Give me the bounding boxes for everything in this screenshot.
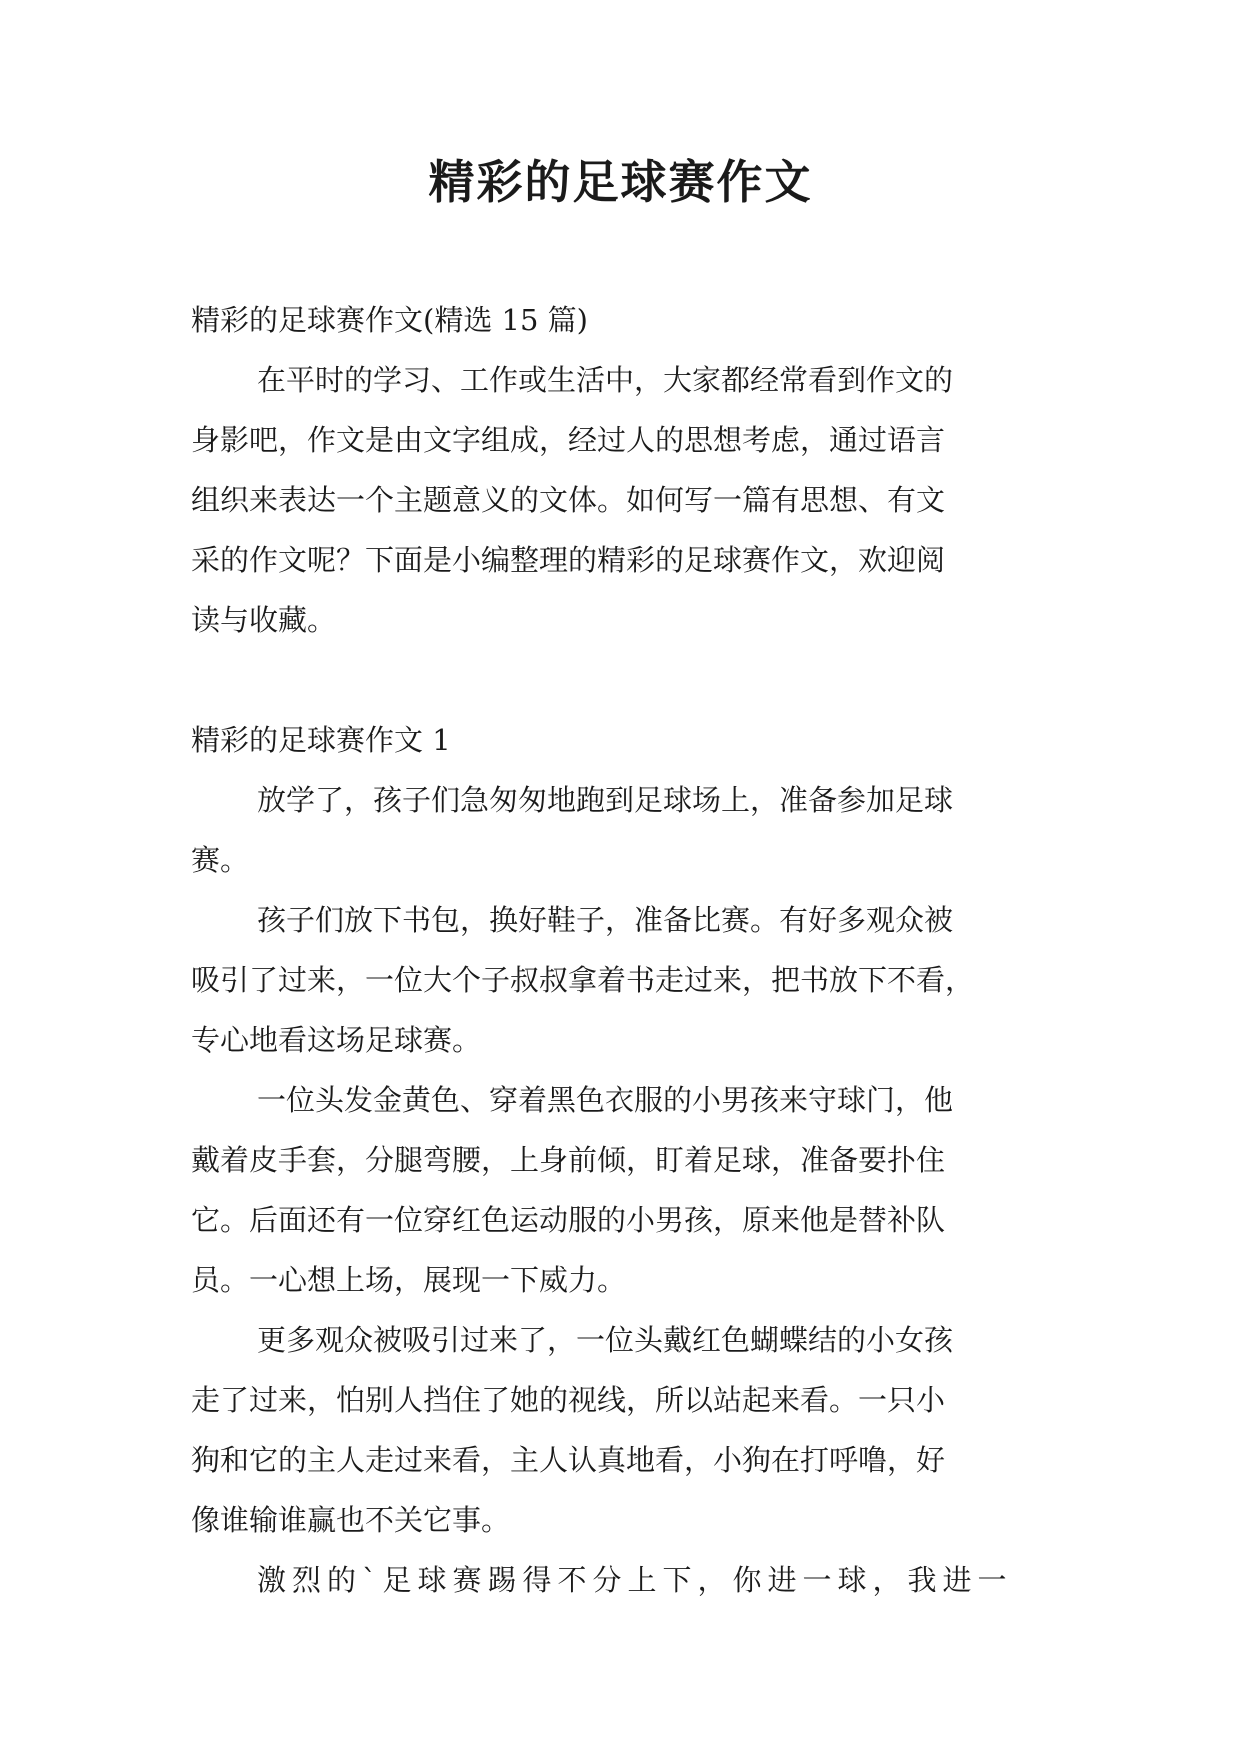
paragraph-line: 激烈的`足球赛踢得不分上下，你进一球，我进一 <box>257 1563 1013 1597</box>
intro-line: 读与收藏。 <box>191 603 337 637</box>
paragraph-line: 孩子们放下书包，换好鞋子，准备比赛。有好多观众被 <box>257 903 954 937</box>
section-spacer <box>191 650 1057 710</box>
paragraph-line: 戴着皮手套，分腿弯腰，上身前倾，盯着足球，准备要扑住 <box>191 1143 946 1177</box>
intro-line: 组织来表达一个主题意义的文体。如何写一篇有思想、有文 <box>191 483 946 517</box>
section-heading: 精彩的足球赛作文 1 <box>191 723 451 757</box>
document-title: 精彩的足球赛作文 <box>428 155 813 209</box>
document-subtitle: 精彩的足球赛作文(精选 15 篇) <box>191 303 588 337</box>
paragraph-line: 专心地看这场足球赛。 <box>191 1023 482 1057</box>
paragraph-line: 走了过来，怕别人挡住了她的视线，所以站起来看。一只小 <box>191 1383 946 1417</box>
paragraph-line: 一位头发金黄色、穿着黑色衣服的小男孩来守球门，他 <box>257 1083 954 1117</box>
paragraph-line: 员。一心想上场，展现一下威力。 <box>191 1263 627 1297</box>
intro-line: 在平时的学习、工作或生活中，大家都经常看到作文的 <box>257 363 954 397</box>
paragraph-line: 吸引了过来，一位大个子叔叔拿着书走过来，把书放下不看， <box>191 963 975 997</box>
paragraph-line: 狗和它的主人走过来看，主人认真地看，小狗在打呼噜，好 <box>191 1443 946 1477</box>
paragraph-line: 更多观众被吸引过来了，一位头戴红色蝴蝶结的小女孩 <box>257 1323 954 1357</box>
paragraph-line: 它。后面还有一位穿红色运动服的小男孩，原来他是替补队 <box>191 1203 946 1237</box>
intro-line: 身影吧，作文是由文字组成，经过人的思想考虑，通过语言 <box>191 423 946 457</box>
paragraph-line: 像谁输谁赢也不关它事。 <box>191 1503 511 1537</box>
intro-line: 采的作文呢？下面是小编整理的精彩的足球赛作文，欢迎阅 <box>191 543 946 577</box>
paragraph-line: 赛。 <box>191 843 250 877</box>
paragraph-line: 放学了，孩子们急匆匆地跑到足球场上，准备参加足球 <box>257 783 954 817</box>
document-body <box>191 290 1057 1610</box>
